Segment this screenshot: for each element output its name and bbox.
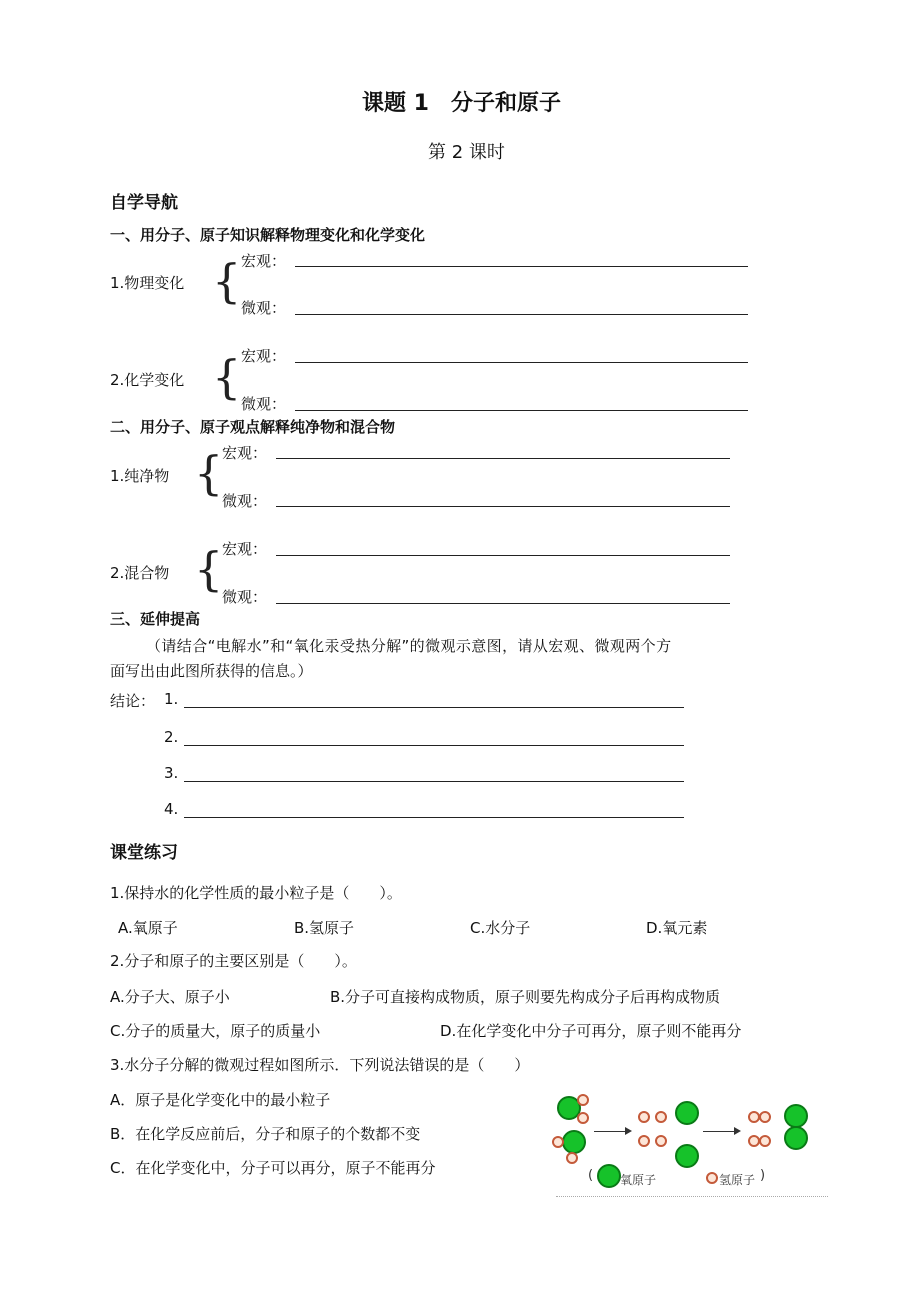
page-subtitle: 第 2 课时 (428, 142, 505, 163)
hydrogen-atom (552, 1136, 564, 1148)
answer-line[interactable] (276, 506, 730, 507)
hydrogen-atom (577, 1112, 589, 1124)
brace: { (212, 350, 242, 404)
answer-line[interactable] (295, 314, 748, 315)
answer-line[interactable] (184, 781, 684, 782)
page-title: 课题 1 分子和原子 (362, 91, 561, 116)
answer-line[interactable] (184, 745, 684, 746)
oxygen-atom (675, 1144, 699, 1168)
conclusion-number: 2. (164, 728, 179, 746)
brace: { (194, 446, 224, 500)
micro-label: 微观： (222, 492, 268, 510)
answer-line[interactable] (295, 266, 748, 267)
micro-label: 微观： (241, 299, 287, 317)
mixture-label: 2.混合物 (110, 564, 170, 582)
micro-label: 微观： (241, 395, 287, 413)
practice-heading: 课堂练习 (110, 843, 178, 863)
hydrogen-legend-icon (706, 1172, 718, 1184)
arrow-icon (703, 1131, 739, 1132)
diagram-border (556, 1196, 828, 1197)
macro-label: 宏观： (222, 540, 268, 558)
macro-label: 宏观： (241, 347, 287, 365)
brace: { (194, 542, 224, 596)
question-3: 3.水分子分解的微观过程如图所示．下列说法错误的是（ ） (110, 1056, 530, 1074)
q2-option-c[interactable]: C.分子的质量大，原子的质量小 (110, 1022, 321, 1040)
physical-change-label: 1.物理变化 (110, 274, 185, 292)
conclusion-number: 1. (164, 690, 179, 708)
q3-option-a[interactable]: A．原子是化学变化中的最小粒子 (110, 1091, 331, 1109)
oxygen-atom (675, 1101, 699, 1125)
hydrogen-atom (759, 1135, 771, 1147)
q2-option-b[interactable]: B.分子可直接构成物质，原子则要先构成分子后再构成物质 (330, 988, 721, 1006)
q1-option-b[interactable]: B.氢原子 (294, 919, 355, 937)
answer-line[interactable] (276, 603, 730, 604)
micro-label: 微观： (222, 588, 268, 606)
macro-label: 宏观： (222, 444, 268, 462)
hydrogen-atom (577, 1094, 589, 1106)
answer-line[interactable] (184, 707, 684, 708)
oxygen-legend-icon (597, 1164, 621, 1188)
q2-option-d[interactable]: D.在化学变化中分子可再分，原子则不能再分 (440, 1022, 742, 1040)
arrow-icon (594, 1131, 630, 1132)
hydrogen-atom (566, 1152, 578, 1164)
hydrogen-atom (655, 1111, 667, 1123)
q3-option-b[interactable]: B．在化学反应前后，分子和原子的个数都不变 (110, 1125, 421, 1143)
hydrogen-atom (638, 1111, 650, 1123)
oxygen-legend-label: 氧原子 (620, 1173, 657, 1187)
conclusion-number: 4. (164, 800, 179, 818)
oxygen-atom (562, 1130, 586, 1154)
section2-title: 二、用分子、原子观点解释纯净物和混合物 (110, 418, 396, 436)
hydrogen-atom (655, 1135, 667, 1147)
question-1: 1.保持水的化学性质的最小粒子是（ ）。 (110, 884, 402, 902)
macro-label: 宏观： (241, 252, 287, 270)
answer-line[interactable] (276, 555, 730, 556)
section1-title: 一、用分子、原子知识解释物理变化和化学变化 (110, 226, 426, 244)
section3-description: （请结合“电解水”和“氧化汞受热分解”的微观示意图，请从宏观、微观两个方 (146, 637, 672, 655)
q1-option-c[interactable]: C.水分子 (470, 919, 531, 937)
answer-line[interactable] (276, 458, 730, 459)
legend-paren: ) (760, 1168, 766, 1183)
hydrogen-atom (759, 1111, 771, 1123)
conclusion-label: 结论： (110, 692, 156, 710)
q3-option-c[interactable]: C．在化学变化中，分子可以再分，原子不能再分 (110, 1159, 436, 1177)
answer-line[interactable] (295, 362, 748, 363)
q1-option-d[interactable]: D.氧元素 (646, 919, 708, 937)
chemical-change-label: 2.化学变化 (110, 371, 185, 389)
q1-option-a[interactable]: A.氧原子 (118, 919, 178, 937)
q2-option-a[interactable]: A.分子大、原子小 (110, 988, 230, 1006)
self-study-heading: 自学导航 (110, 193, 178, 213)
question-2: 2.分子和原子的主要区别是（ ）。 (110, 952, 357, 970)
answer-line[interactable] (295, 410, 748, 411)
hydrogen-atom (638, 1135, 650, 1147)
oxygen-atom (784, 1104, 808, 1128)
section3-description-cont: 面写出由此图所获得的信息。） (110, 662, 313, 680)
section3-title: 三、延伸提高 (110, 610, 201, 628)
conclusion-number: 3. (164, 764, 179, 782)
pure-substance-label: 1.纯净物 (110, 467, 170, 485)
legend-paren: ( (588, 1168, 594, 1183)
answer-line[interactable] (184, 817, 684, 818)
hydrogen-legend-label: 氢原子 (719, 1173, 756, 1187)
oxygen-atom (784, 1126, 808, 1150)
brace: { (212, 254, 242, 308)
